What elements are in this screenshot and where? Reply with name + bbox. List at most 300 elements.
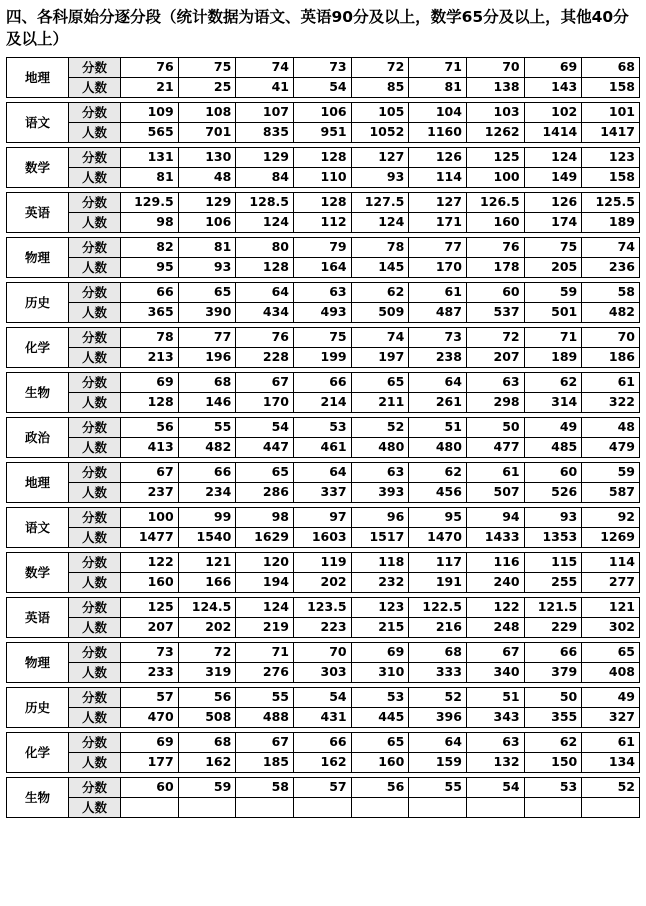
score-cell: 60 [121,777,179,797]
count-cell: 216 [409,617,467,637]
table-row [7,122,640,142]
count-cell: 189 [524,347,582,367]
score-cell: 94 [466,507,524,527]
count-cell: 587 [582,482,640,502]
count-cell: 189 [582,212,640,232]
score-cell: 64 [236,282,294,302]
row-label-score: 分数 [69,147,121,167]
score-cell: 95 [409,507,467,527]
count-cell: 470 [121,707,179,727]
count-cell: 701 [178,122,236,142]
count-cell: 207 [121,617,179,637]
row-label-count: 人数 [69,617,121,637]
count-cell: 232 [351,572,409,592]
table-row [7,437,640,457]
count-cell: 445 [351,707,409,727]
subject-cell: 语文 [7,102,69,142]
row-label-count: 人数 [69,707,121,727]
score-cell: 114 [582,552,640,572]
score-cell: 67 [236,372,294,392]
subject-cell: 数学 [7,552,69,592]
score-cell: 118 [351,552,409,572]
score-cell: 51 [409,417,467,437]
score-cell: 62 [524,372,582,392]
score-cell: 61 [582,372,640,392]
count-cell: 343 [466,707,524,727]
row-label-count: 人数 [69,347,121,367]
score-cell: 52 [351,417,409,437]
score-cell: 77 [178,327,236,347]
score-cell: 101 [582,102,640,122]
row-label-score: 分数 [69,327,121,347]
score-cell: 75 [293,327,351,347]
score-cell: 124 [524,147,582,167]
score-cell: 69 [121,732,179,752]
count-cell: 951 [293,122,351,142]
subject-cell: 地理 [7,57,69,97]
count-cell: 214 [293,392,351,412]
count-cell: 501 [524,302,582,322]
score-cell: 122 [121,552,179,572]
row-label-count: 人数 [69,302,121,322]
count-cell: 194 [236,572,294,592]
score-cell: 99 [178,507,236,527]
score-cell: 62 [351,282,409,302]
score-cell: 129.5 [121,192,179,212]
count-cell: 482 [582,302,640,322]
count-cell: 124 [351,212,409,232]
count-cell: 493 [293,302,351,322]
count-cell: 237 [121,482,179,502]
row-label-score: 分数 [69,417,121,437]
count-cell [121,797,179,817]
count-cell: 191 [409,572,467,592]
count-cell: 100 [466,167,524,187]
table-row [7,327,640,347]
count-cell: 240 [466,572,524,592]
count-cell: 93 [178,257,236,277]
score-cell: 73 [293,57,351,77]
score-cell: 55 [236,687,294,707]
count-cell: 393 [351,482,409,502]
count-cell: 228 [236,347,294,367]
score-cell: 64 [409,732,467,752]
score-cell: 120 [236,552,294,572]
score-cell: 123.5 [293,597,351,617]
row-label-count: 人数 [69,437,121,457]
count-cell: 160 [466,212,524,232]
page-title: 四、各科原始分逐分段（统计数据为语文、英语90分及以上，数学65分及以上，其他40分及以上） [6,8,629,49]
count-cell: 390 [178,302,236,322]
score-cell: 65 [582,642,640,662]
table-row [7,282,640,302]
score-cell: 58 [236,777,294,797]
score-cell: 53 [351,687,409,707]
score-cell: 126 [524,192,582,212]
row-label-score: 分数 [69,642,121,662]
row-label-score: 分数 [69,282,121,302]
score-cell: 72 [351,57,409,77]
score-distribution-table [6,57,640,818]
row-label-score: 分数 [69,732,121,752]
score-cell: 78 [351,237,409,257]
table-row [7,597,640,617]
score-cell: 103 [466,102,524,122]
score-cell: 66 [524,642,582,662]
count-cell: 112 [293,212,351,232]
table-row [7,552,640,572]
score-cell: 57 [293,777,351,797]
count-cell: 150 [524,752,582,772]
table-row [7,482,640,502]
count-cell: 1433 [466,527,524,547]
count-cell: 207 [466,347,524,367]
table-body [7,57,640,817]
count-cell: 229 [524,617,582,637]
count-cell: 178 [466,257,524,277]
count-cell: 171 [409,212,467,232]
count-cell: 54 [293,77,351,97]
count-cell: 81 [409,77,467,97]
score-cell: 107 [236,102,294,122]
score-cell: 117 [409,552,467,572]
count-cell: 480 [409,437,467,457]
count-cell [409,797,467,817]
subject-cell: 语文 [7,507,69,547]
count-cell: 186 [582,347,640,367]
row-label-score: 分数 [69,372,121,392]
row-label-score: 分数 [69,237,121,257]
table-row [7,147,640,167]
score-cell: 80 [236,237,294,257]
count-cell: 485 [524,437,582,457]
table-row [7,77,640,97]
count-cell: 277 [582,572,640,592]
score-cell: 49 [524,417,582,437]
table-row [7,257,640,277]
score-cell: 52 [582,777,640,797]
count-cell: 408 [582,662,640,682]
subject-cell: 政治 [7,417,69,457]
count-cell: 1052 [351,122,409,142]
score-cell: 65 [178,282,236,302]
score-cell: 102 [524,102,582,122]
subject-cell: 英语 [7,597,69,637]
row-label-count: 人数 [69,527,121,547]
score-cell: 92 [582,507,640,527]
count-cell: 461 [293,437,351,457]
count-cell: 219 [236,617,294,637]
count-cell: 1603 [293,527,351,547]
count-cell: 95 [121,257,179,277]
score-cell: 59 [582,462,640,482]
score-cell: 81 [178,237,236,257]
score-cell: 69 [524,57,582,77]
table-row [7,507,640,527]
table-row [7,417,640,437]
count-cell: 413 [121,437,179,457]
score-cell: 64 [293,462,351,482]
score-cell: 127 [351,147,409,167]
count-cell: 1540 [178,527,236,547]
count-cell: 138 [466,77,524,97]
table-row [7,797,640,817]
count-cell: 526 [524,482,582,502]
score-cell: 70 [466,57,524,77]
count-cell: 162 [178,752,236,772]
score-cell: 60 [524,462,582,482]
count-cell: 261 [409,392,467,412]
count-cell: 537 [466,302,524,322]
table-row [7,572,640,592]
count-cell: 479 [582,437,640,457]
count-cell: 213 [121,347,179,367]
score-cell: 66 [293,372,351,392]
count-cell: 319 [178,662,236,682]
count-cell: 434 [236,302,294,322]
table-row [7,302,640,322]
score-cell: 75 [524,237,582,257]
count-cell: 355 [524,707,582,727]
count-cell: 236 [582,257,640,277]
table-row [7,212,640,232]
count-cell: 431 [293,707,351,727]
count-cell: 507 [466,482,524,502]
count-cell: 314 [524,392,582,412]
score-cell: 56 [351,777,409,797]
score-cell: 63 [466,732,524,752]
score-cell: 74 [351,327,409,347]
count-cell: 480 [351,437,409,457]
score-cell: 56 [178,687,236,707]
table-row [7,707,640,727]
count-cell: 322 [582,392,640,412]
count-cell: 482 [178,437,236,457]
table-row [7,462,640,482]
score-cell: 122.5 [409,597,467,617]
count-cell: 333 [409,662,467,682]
score-cell: 74 [582,237,640,257]
score-cell: 65 [351,372,409,392]
score-cell: 125.5 [582,192,640,212]
score-cell: 67 [121,462,179,482]
score-cell: 75 [178,57,236,77]
score-cell: 67 [466,642,524,662]
count-cell: 565 [121,122,179,142]
count-cell: 1470 [409,527,467,547]
score-cell: 68 [582,57,640,77]
count-cell: 488 [236,707,294,727]
score-cell: 121 [582,597,640,617]
count-cell: 238 [409,347,467,367]
row-label-score: 分数 [69,597,121,617]
score-cell: 109 [121,102,179,122]
score-cell: 121 [178,552,236,572]
count-cell: 1417 [582,122,640,142]
score-cell: 128 [293,147,351,167]
score-cell: 82 [121,237,179,257]
count-cell: 170 [236,392,294,412]
score-cell: 54 [466,777,524,797]
count-cell: 84 [236,167,294,187]
score-cell: 68 [178,372,236,392]
score-cell: 69 [351,642,409,662]
score-cell: 51 [466,687,524,707]
subject-cell: 英语 [7,192,69,232]
score-cell: 129 [236,147,294,167]
row-label-count: 人数 [69,797,121,817]
score-cell: 55 [409,777,467,797]
score-cell: 71 [524,327,582,347]
score-cell: 78 [121,327,179,347]
score-cell: 98 [236,507,294,527]
score-cell: 68 [409,642,467,662]
count-cell: 202 [293,572,351,592]
score-cell: 59 [178,777,236,797]
score-cell: 104 [409,102,467,122]
score-cell: 76 [121,57,179,77]
count-cell: 166 [178,572,236,592]
score-cell: 125 [121,597,179,617]
score-cell: 124 [236,597,294,617]
count-cell: 487 [409,302,467,322]
score-cell: 124.5 [178,597,236,617]
table-row [7,167,640,187]
count-cell: 215 [351,617,409,637]
count-cell [524,797,582,817]
score-cell: 52 [409,687,467,707]
score-cell: 61 [409,282,467,302]
score-cell: 108 [178,102,236,122]
count-cell: 197 [351,347,409,367]
count-cell: 185 [236,752,294,772]
row-label-count: 人数 [69,212,121,232]
count-cell: 303 [293,662,351,682]
score-cell: 127.5 [351,192,409,212]
score-cell: 123 [351,597,409,617]
score-cell: 68 [178,732,236,752]
count-cell: 202 [178,617,236,637]
table-row [7,617,640,637]
count-cell: 286 [236,482,294,502]
count-cell: 160 [351,752,409,772]
table-row [7,752,640,772]
score-cell: 126 [409,147,467,167]
count-cell: 1269 [582,527,640,547]
score-cell: 77 [409,237,467,257]
count-cell: 114 [409,167,467,187]
score-cell: 70 [293,642,351,662]
score-cell: 54 [293,687,351,707]
score-cell: 126.5 [466,192,524,212]
subject-cell: 生物 [7,372,69,412]
score-cell: 96 [351,507,409,527]
subject-cell: 物理 [7,642,69,682]
count-cell: 158 [582,167,640,187]
subject-cell: 地理 [7,462,69,502]
score-cell: 116 [466,552,524,572]
count-cell: 110 [293,167,351,187]
count-cell [582,797,640,817]
count-cell: 145 [351,257,409,277]
count-cell: 177 [121,752,179,772]
score-cell: 125 [466,147,524,167]
score-cell: 72 [178,642,236,662]
table-row [7,192,640,212]
score-cell: 59 [524,282,582,302]
count-cell: 233 [121,662,179,682]
row-label-count: 人数 [69,572,121,592]
count-cell: 276 [236,662,294,682]
score-cell: 66 [121,282,179,302]
count-cell [178,797,236,817]
subject-cell: 历史 [7,282,69,322]
score-cell: 60 [466,282,524,302]
score-cell: 115 [524,552,582,572]
score-cell: 105 [351,102,409,122]
score-cell: 49 [582,687,640,707]
count-cell: 1414 [524,122,582,142]
score-cell: 69 [121,372,179,392]
subject-cell: 化学 [7,732,69,772]
count-cell: 41 [236,77,294,97]
count-cell: 327 [582,707,640,727]
score-cell: 64 [409,372,467,392]
row-label-count: 人数 [69,752,121,772]
count-cell: 223 [293,617,351,637]
score-cell: 131 [121,147,179,167]
count-cell: 93 [351,167,409,187]
count-cell: 379 [524,662,582,682]
count-cell: 128 [236,257,294,277]
score-cell: 70 [582,327,640,347]
count-cell: 159 [409,752,467,772]
count-cell: 128 [121,392,179,412]
count-cell: 1477 [121,527,179,547]
score-cell: 50 [466,417,524,437]
row-label-count: 人数 [69,392,121,412]
subject-cell: 化学 [7,327,69,367]
count-cell: 124 [236,212,294,232]
count-cell: 134 [582,752,640,772]
score-cell: 63 [293,282,351,302]
subject-cell: 物理 [7,237,69,277]
table-row [7,527,640,547]
count-cell: 835 [236,122,294,142]
score-cell: 66 [293,732,351,752]
count-cell: 48 [178,167,236,187]
subject-cell: 历史 [7,687,69,727]
count-cell: 164 [293,257,351,277]
count-cell: 196 [178,347,236,367]
score-cell: 55 [178,417,236,437]
count-cell: 146 [178,392,236,412]
subject-cell: 数学 [7,147,69,187]
score-cell: 56 [121,417,179,437]
count-cell: 365 [121,302,179,322]
count-cell: 143 [524,77,582,97]
score-cell: 53 [524,777,582,797]
count-cell: 337 [293,482,351,502]
row-label-score: 分数 [69,102,121,122]
row-label-score: 分数 [69,57,121,77]
score-cell: 72 [466,327,524,347]
row-label-score: 分数 [69,192,121,212]
score-cell: 93 [524,507,582,527]
table-row [7,732,640,752]
count-cell: 170 [409,257,467,277]
score-cell: 63 [466,372,524,392]
